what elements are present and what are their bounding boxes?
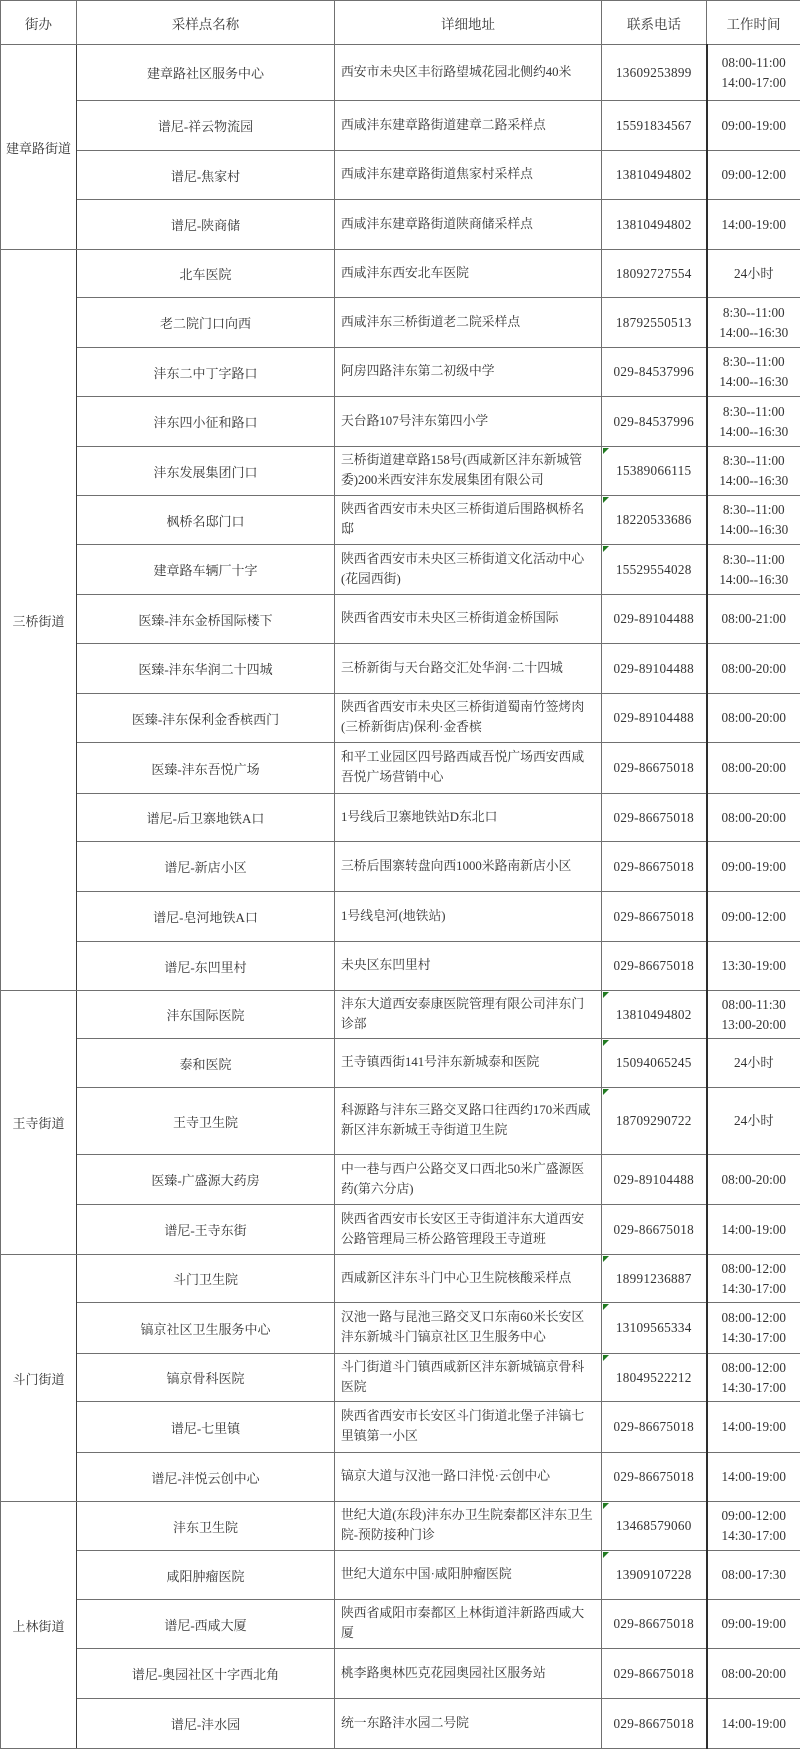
phone-cell: 13609253899	[602, 45, 707, 101]
street-office-cell: 建章路街道	[1, 45, 77, 250]
cell-corner-marker-icon	[603, 1256, 609, 1262]
address-cell: 陕西省西安市未央区三桥街道后围路枫桥名邸	[335, 496, 602, 545]
address-cell: 陕西省西安市长安区王寺街道沣东大道西安公路管理局三桥公路管理段王寺道班	[335, 1205, 602, 1255]
address-cell: 世纪大道(东段)沣东办卫生院秦都区沣东卫生院-预防接种门诊	[335, 1502, 602, 1551]
phone-cell: 029-89104488	[602, 595, 707, 644]
address-cell: 斗门街道斗门镇西咸新区沣东新城镐京骨科医院	[335, 1354, 602, 1402]
phone-cell: 029-89104488	[602, 694, 707, 743]
working-hours-cell	[707, 1600, 800, 1649]
working-hours-cell	[707, 892, 800, 942]
address-cell: 和平工业园区四号路西咸吾悦广场西安西咸吾悦广场营销中心	[335, 743, 602, 794]
table-row	[1, 595, 800, 644]
working-hours-line: 14:00--16:30	[708, 570, 800, 590]
phone-cell: 15529554028	[602, 545, 707, 595]
working-hours-cell	[707, 348, 800, 397]
column-header-street-office: 街办	[1, 1, 77, 45]
table-row	[1, 496, 800, 545]
working-hours-line: 8:30--11:00	[708, 500, 800, 520]
working-hours-line: 09:00-12:00	[708, 907, 800, 927]
working-hours-line: 24小时	[708, 1111, 800, 1131]
address-cell: 西咸沣东建章路街道建章二路采样点	[335, 101, 602, 151]
site-name-cell: 镐京社区卫生服务中心	[77, 1303, 335, 1354]
table-row	[1, 1649, 800, 1699]
working-hours-cell	[707, 595, 800, 644]
working-hours-line: 13:00-20:00	[708, 1015, 800, 1035]
working-hours-cell	[707, 1303, 800, 1354]
working-hours-line: 14:00-19:00	[708, 1714, 800, 1734]
working-hours-cell	[707, 644, 800, 694]
site-name-cell: 谱尼-王寺东街	[77, 1205, 335, 1255]
working-hours-cell	[707, 743, 800, 794]
working-hours-line: 14:30-17:00	[708, 1378, 800, 1398]
phone-cell: 029-84537996	[602, 348, 707, 397]
working-hours-cell	[707, 942, 800, 991]
working-hours-cell	[707, 794, 800, 842]
phone-cell: 15094065245	[602, 1039, 707, 1088]
working-hours-cell	[707, 1255, 800, 1303]
working-hours-line: 24小时	[708, 1053, 800, 1073]
working-hours-line: 14:00--16:30	[708, 471, 800, 491]
site-name-cell: 泰和医院	[77, 1039, 335, 1088]
phone-cell: 13468579060	[602, 1502, 707, 1551]
cell-corner-marker-icon	[603, 1304, 609, 1310]
table-row	[1, 45, 800, 101]
table-row	[1, 892, 800, 942]
cell-corner-marker-icon	[603, 1355, 609, 1361]
site-name-cell: 谱尼-奥园社区十字西北角	[77, 1649, 335, 1699]
cell-corner-marker-icon	[603, 1040, 609, 1046]
working-hours-cell	[707, 991, 800, 1039]
phone-cell: 13109565334	[602, 1303, 707, 1354]
table-row	[1, 1600, 800, 1649]
working-hours-cell	[707, 545, 800, 595]
working-hours-cell	[707, 447, 800, 496]
cell-corner-marker-icon	[603, 992, 609, 998]
site-name-cell: 谱尼-西咸大厦	[77, 1600, 335, 1649]
phone-cell: 029-84537996	[602, 397, 707, 447]
working-hours-cell	[707, 842, 800, 892]
table-row	[1, 1453, 800, 1502]
table-row	[1, 1088, 800, 1155]
phone-cell: 029-86675018	[602, 1453, 707, 1502]
table-row	[1, 447, 800, 496]
column-header-site-name: 采样点名称	[77, 1, 335, 45]
site-name-cell: 谱尼-皂河地铁A口	[77, 892, 335, 942]
table-row	[1, 101, 800, 151]
address-cell: 沣东大道西安泰康医院管理有限公司沣东门诊部	[335, 991, 602, 1039]
site-name-cell: 沣东发展集团门口	[77, 447, 335, 496]
table-body	[1, 45, 800, 1749]
phone-cell: 13810494802	[602, 151, 707, 200]
working-hours-line: 8:30--11:00	[708, 402, 800, 422]
site-name-cell: 谱尼-陕商储	[77, 200, 335, 250]
cell-corner-marker-icon	[603, 1503, 609, 1509]
site-name-cell: 沣东二中丁字路口	[77, 348, 335, 397]
working-hours-line: 14:00-19:00	[708, 215, 800, 235]
street-office-cell: 斗门街道	[1, 1255, 77, 1502]
working-hours-cell	[707, 1205, 800, 1255]
phone-cell: 18049522212	[602, 1354, 707, 1402]
table-row	[1, 942, 800, 991]
site-name-cell: 谱尼-后卫寨地铁A口	[77, 794, 335, 842]
working-hours-line: 14:00-19:00	[708, 1220, 800, 1240]
site-name-cell: 建章路社区服务中心	[77, 45, 335, 101]
working-hours-cell	[707, 250, 800, 298]
phone-cell: 029-86675018	[602, 1402, 707, 1453]
cell-corner-marker-icon	[603, 546, 609, 552]
address-cell: 世纪大道东中国·咸阳肿瘤医院	[335, 1551, 602, 1600]
phone-cell: 029-86675018	[602, 1205, 707, 1255]
address-cell: 统一东路沣水园二号院	[335, 1699, 602, 1749]
site-name-cell: 建章路车辆厂十字	[77, 545, 335, 595]
address-cell: 未央区东凹里村	[335, 942, 602, 991]
working-hours-line: 14:30-17:00	[708, 1328, 800, 1348]
working-hours-line: 08:00-20:00	[708, 1664, 800, 1684]
table-row	[1, 694, 800, 743]
working-hours-line: 08:00-20:00	[708, 758, 800, 778]
working-hours-line: 14:00-17:00	[708, 73, 800, 93]
table-row	[1, 151, 800, 200]
table-row	[1, 1354, 800, 1402]
address-cell: 西咸沣东西安北车医院	[335, 250, 602, 298]
address-cell: 西咸沣东建章路街道陕商储采样点	[335, 200, 602, 250]
working-hours-line: 13:30-19:00	[708, 956, 800, 976]
table-row	[1, 991, 800, 1039]
working-hours-line: 8:30--11:00	[708, 550, 800, 570]
table-row	[1, 794, 800, 842]
working-hours-line: 14:00--16:30	[708, 323, 800, 343]
working-hours-cell	[707, 1502, 800, 1551]
phone-cell: 029-86675018	[602, 892, 707, 942]
cell-corner-marker-icon	[603, 448, 609, 454]
address-cell: 三桥新街与天台路交汇处华润·二十四城	[335, 644, 602, 694]
table-row	[1, 397, 800, 447]
working-hours-line: 8:30--11:00	[708, 352, 800, 372]
working-hours-line: 14:00--16:30	[708, 372, 800, 392]
address-cell: 陕西省西安市未央区三桥街道文化活动中心(花园西街)	[335, 545, 602, 595]
working-hours-line: 09:00-19:00	[708, 116, 800, 136]
working-hours-cell	[707, 298, 800, 348]
phone-cell: 15389066115	[602, 447, 707, 496]
site-name-cell: 北车医院	[77, 250, 335, 298]
address-cell: 1号线后卫寨地铁站D东北口	[335, 794, 602, 842]
table-row	[1, 1551, 800, 1600]
working-hours-cell	[707, 1039, 800, 1088]
table-row	[1, 1502, 800, 1551]
address-cell: 1号线皂河(地铁站)	[335, 892, 602, 942]
address-cell: 中一巷与西户公路交叉口西北50米广盛源医药(第六分店)	[335, 1155, 602, 1205]
table-row	[1, 1039, 800, 1088]
site-name-cell: 医臻-沣东保利金香槟西门	[77, 694, 335, 743]
table-row	[1, 1205, 800, 1255]
working-hours-line: 08:00-11:30	[708, 995, 800, 1015]
address-cell: 桃李路奥林匹克花园奥园社区服务站	[335, 1649, 602, 1699]
site-name-cell: 沣东卫生院	[77, 1502, 335, 1551]
address-cell: 西咸沣东建章路街道焦家村采样点	[335, 151, 602, 200]
working-hours-cell	[707, 151, 800, 200]
street-office-cell: 三桥街道	[1, 250, 77, 991]
site-name-cell: 谱尼-新店小区	[77, 842, 335, 892]
working-hours-cell	[707, 1155, 800, 1205]
site-name-cell: 医臻-沣东华润二十四城	[77, 644, 335, 694]
working-hours-line: 08:00-20:00	[708, 708, 800, 728]
address-cell: 王寺镇西街141号沣东新城泰和医院	[335, 1039, 602, 1088]
phone-cell: 029-86675018	[602, 1649, 707, 1699]
address-cell: 天台路107号沣东第四小学	[335, 397, 602, 447]
working-hours-line: 8:30--11:00	[708, 303, 800, 323]
working-hours-line: 14:30-17:00	[708, 1279, 800, 1299]
phone-cell: 15591834567	[602, 101, 707, 151]
phone-cell: 029-86675018	[602, 743, 707, 794]
working-hours-cell	[707, 1699, 800, 1749]
address-cell: 阿房四路沣东第二初级中学	[335, 348, 602, 397]
site-name-cell: 谱尼-焦家村	[77, 151, 335, 200]
phone-cell: 029-86675018	[602, 842, 707, 892]
address-cell: 西安市未央区丰衍路望城花园北侧约40米	[335, 45, 602, 101]
cell-corner-marker-icon	[603, 497, 609, 503]
working-hours-cell	[707, 101, 800, 151]
working-hours-line: 08:00-20:00	[708, 1170, 800, 1190]
working-hours-cell	[707, 1354, 800, 1402]
site-name-cell: 沣东国际医院	[77, 991, 335, 1039]
table-row	[1, 1303, 800, 1354]
address-cell: 西咸沣东三桥街道老二院采样点	[335, 298, 602, 348]
working-hours-line: 14:00-19:00	[708, 1417, 800, 1437]
address-cell: 西咸新区沣东斗门中心卫生院核酸采样点	[335, 1255, 602, 1303]
phone-cell: 029-86675018	[602, 942, 707, 991]
phone-cell: 13810494802	[602, 200, 707, 250]
address-cell: 陕西省西安市未央区三桥街道金桥国际	[335, 595, 602, 644]
site-name-cell: 老二院门口向西	[77, 298, 335, 348]
working-hours-cell	[707, 496, 800, 545]
working-hours-cell	[707, 1551, 800, 1600]
street-office-cell: 王寺街道	[1, 991, 77, 1255]
working-hours-cell	[707, 45, 800, 101]
address-cell: 三桥后围寨转盘向西1000米路南新店小区	[335, 842, 602, 892]
address-cell: 陕西省西安市未央区三桥街道蜀南竹签烤肉(三桥新街店)保利·金香槟	[335, 694, 602, 743]
phone-cell: 13909107228	[602, 1551, 707, 1600]
column-header-address: 详细地址	[335, 1, 602, 45]
site-name-cell: 斗门卫生院	[77, 1255, 335, 1303]
working-hours-line: 08:00-17:30	[708, 1565, 800, 1585]
phone-cell: 18709290722	[602, 1088, 707, 1155]
cell-corner-marker-icon	[603, 1552, 609, 1558]
table-row	[1, 1402, 800, 1453]
site-name-cell: 沣东四小征和路口	[77, 397, 335, 447]
site-name-cell: 医臻-广盛源大药房	[77, 1155, 335, 1205]
working-hours-line: 14:00-19:00	[708, 1467, 800, 1487]
table-row	[1, 298, 800, 348]
working-hours-cell	[707, 397, 800, 447]
cell-corner-marker-icon	[603, 1089, 609, 1095]
site-name-cell: 枫桥名邸门口	[77, 496, 335, 545]
working-hours-line: 09:00-12:00	[708, 1506, 800, 1526]
table-row	[1, 644, 800, 694]
working-hours-cell	[707, 1402, 800, 1453]
table-row	[1, 1699, 800, 1749]
address-cell: 陕西省咸阳市秦都区上林街道沣新路西咸大厦	[335, 1600, 602, 1649]
column-header-working-hours: 工作时间	[707, 1, 800, 45]
table-row	[1, 1155, 800, 1205]
address-cell: 汉池一路与昆池三路交叉口东南60米长安区沣东新城斗门镐京社区卫生服务中心	[335, 1303, 602, 1354]
working-hours-line: 08:00-11:00	[708, 53, 800, 73]
table-row	[1, 250, 800, 298]
table-row	[1, 545, 800, 595]
working-hours-line: 8:30--11:00	[708, 451, 800, 471]
table-row	[1, 200, 800, 250]
phone-cell: 029-89104488	[602, 644, 707, 694]
site-name-cell: 谱尼-沣悦云创中心	[77, 1453, 335, 1502]
site-name-cell: 谱尼-东凹里村	[77, 942, 335, 991]
site-name-cell: 谱尼-沣水园	[77, 1699, 335, 1749]
site-name-cell: 镐京骨科医院	[77, 1354, 335, 1402]
working-hours-cell	[707, 200, 800, 250]
site-name-cell: 谱尼-祥云物流园	[77, 101, 335, 151]
phone-cell: 18092727554	[602, 250, 707, 298]
working-hours-line: 08:00-20:00	[708, 659, 800, 679]
table-row	[1, 1255, 800, 1303]
phone-cell: 029-89104488	[602, 1155, 707, 1205]
table-header-row	[1, 1, 800, 45]
phone-cell: 13810494802	[602, 991, 707, 1039]
working-hours-line: 14:00--16:30	[708, 422, 800, 442]
table-row	[1, 348, 800, 397]
address-cell: 陕西省西安市长安区斗门街道北堡子沣镐七里镇第一小区	[335, 1402, 602, 1453]
site-name-cell: 王寺卫生院	[77, 1088, 335, 1155]
address-cell: 三桥街道建章路158号(西咸新区沣东新城管委)200米西安沣东发展集团有限公司	[335, 447, 602, 496]
working-hours-line: 14:00--16:30	[708, 520, 800, 540]
working-hours-line: 08:00-12:00	[708, 1358, 800, 1378]
working-hours-line: 24小时	[708, 264, 800, 284]
column-header-phone: 联系电话	[602, 1, 707, 45]
working-hours-line: 08:00-12:00	[708, 1308, 800, 1328]
phone-cell: 029-86675018	[602, 1600, 707, 1649]
phone-cell: 18792550513	[602, 298, 707, 348]
working-hours-line: 08:00-20:00	[708, 808, 800, 828]
street-office-cell: 上林街道	[1, 1502, 77, 1749]
phone-cell: 18220533686	[602, 496, 707, 545]
working-hours-line: 08:00-12:00	[708, 1259, 800, 1279]
table-row	[1, 743, 800, 794]
working-hours-line: 14:30-17:00	[708, 1526, 800, 1546]
site-name-cell: 咸阳肿瘤医院	[77, 1551, 335, 1600]
phone-cell: 18991236887	[602, 1255, 707, 1303]
working-hours-line: 09:00-12:00	[708, 165, 800, 185]
phone-cell: 029-86675018	[602, 1699, 707, 1749]
site-name-cell: 医臻-沣东吾悦广场	[77, 743, 335, 794]
working-hours-line: 09:00-19:00	[708, 1614, 800, 1634]
site-name-cell: 谱尼-七里镇	[77, 1402, 335, 1453]
working-hours-cell	[707, 1453, 800, 1502]
phone-cell: 029-86675018	[602, 794, 707, 842]
working-hours-cell	[707, 694, 800, 743]
site-name-cell: 医臻-沣东金桥国际楼下	[77, 595, 335, 644]
working-hours-cell	[707, 1649, 800, 1699]
address-cell: 镐京大道与汉池一路口沣悦·云创中心	[335, 1453, 602, 1502]
address-cell: 科源路与沣东三路交叉路口往西约170米西咸新区沣东新城王寺街道卫生院	[335, 1088, 602, 1155]
table-row	[1, 842, 800, 892]
working-hours-cell	[707, 1088, 800, 1155]
working-hours-line: 09:00-19:00	[708, 857, 800, 877]
working-hours-line: 08:00-21:00	[708, 609, 800, 629]
